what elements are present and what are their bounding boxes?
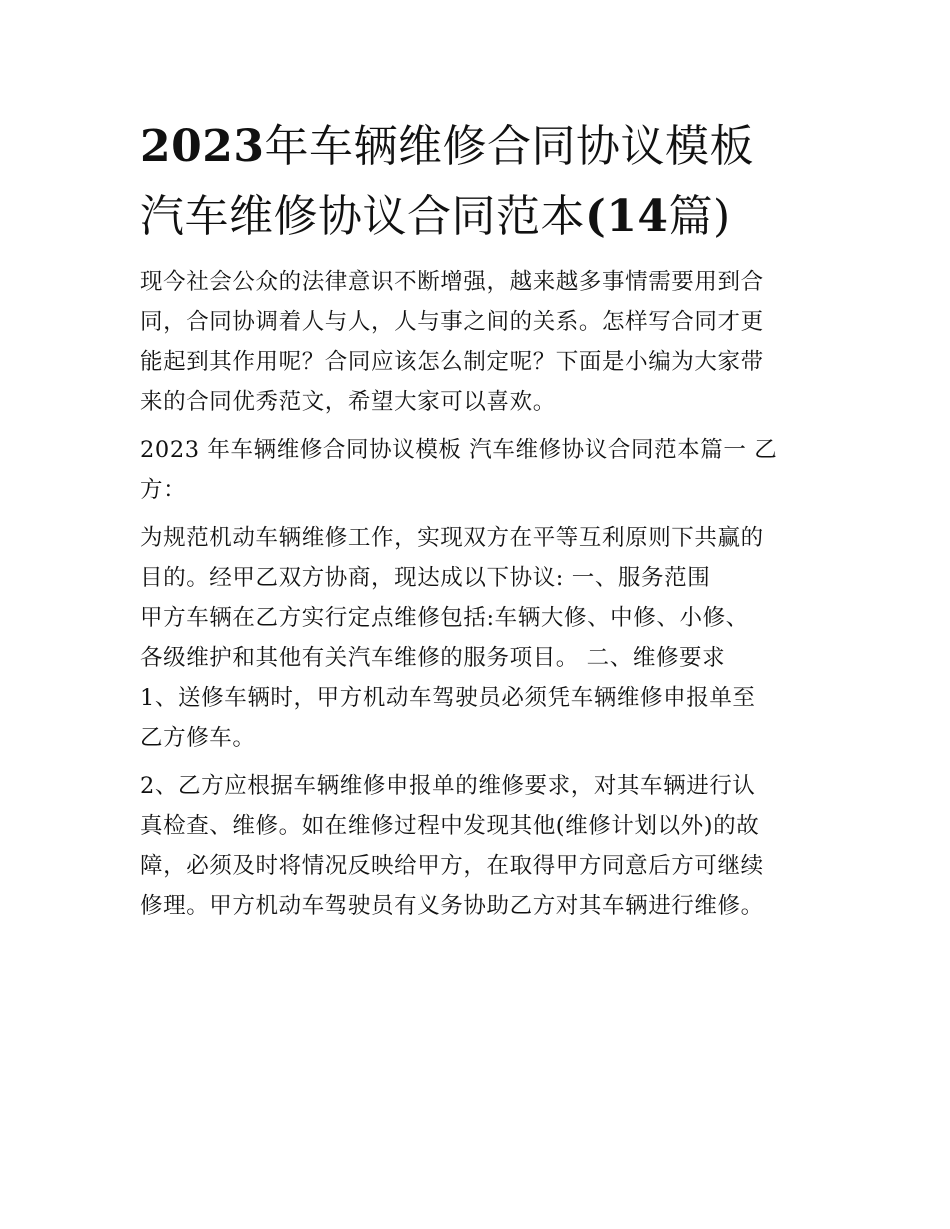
repair-requirements-paragraph [140,766,820,926]
paragraph-line: 障，必须及时将情况反映给甲方，在取得甲方同意后方可继续 [140,853,764,879]
paragraph-line: 各级维护和其他有关汽车维修的服务项目。 二、维修要求 [140,645,726,671]
section-heading-paragraph [140,430,820,510]
document-title [140,112,820,252]
paragraph-line: 2、乙方应根据车辆维修申报单的维修要求，对其车辆进行认 [140,773,756,799]
paragraph-line: 甲方车辆在乙方实行定点维修包括:车辆大修、中修、小修、 [140,605,749,631]
title-line-1 [140,112,820,182]
paragraph-line: 为规范机动车辆维修工作，实现双方在平等互利原则下共赢的 [140,525,764,551]
document-page [140,112,820,926]
paragraph-line: 能起到其作用呢？合同应该怎么制定呢？下面是小编为大家带 [140,349,764,375]
paragraph-line: 真检查、维修。如在维修过程中发现其他(维修计划以外)的故 [140,813,760,839]
intro-paragraph [140,262,820,422]
title-line-2 [140,182,820,252]
paragraph-line: 2023 年车辆维修合同协议模板 汽车维修协议合同范本篇一 乙 [140,437,778,463]
title-line-1-text: 年车辆维修合同协议模板 [264,121,754,172]
agreement-paragraph [140,518,820,758]
title-count: (14 [585,191,669,242]
paragraph-line: 来的合同优秀范文，希望大家可以喜欢。 [140,389,556,415]
title-line-2-tail: 篇) [668,191,731,242]
paragraph-line: 方： [140,477,187,503]
paragraph-line: 现今社会公众的法律意识不断增强，越来越多事情需要用到合 [140,269,764,295]
paragraph-line: 目的。经甲乙双方协商，现达成以下协议: 一、服务范围 [140,565,711,591]
title-line-2-text: 汽车维修协议合同范本 [140,191,585,242]
paragraph-line: 修理。甲方机动车驾驶员有义务协助乙方对其车辆进行维修。 [140,893,764,919]
paragraph-line: 同，合同协调着人与人，人与事之间的关系。怎样写合同才更 [140,309,764,335]
paragraph-line: 乙方修车。 [140,725,256,751]
title-year: 2023 [140,121,265,172]
paragraph-line: 1、送修车辆时，甲方机动车驾驶员必须凭车辆维修申报单至 [140,685,756,711]
